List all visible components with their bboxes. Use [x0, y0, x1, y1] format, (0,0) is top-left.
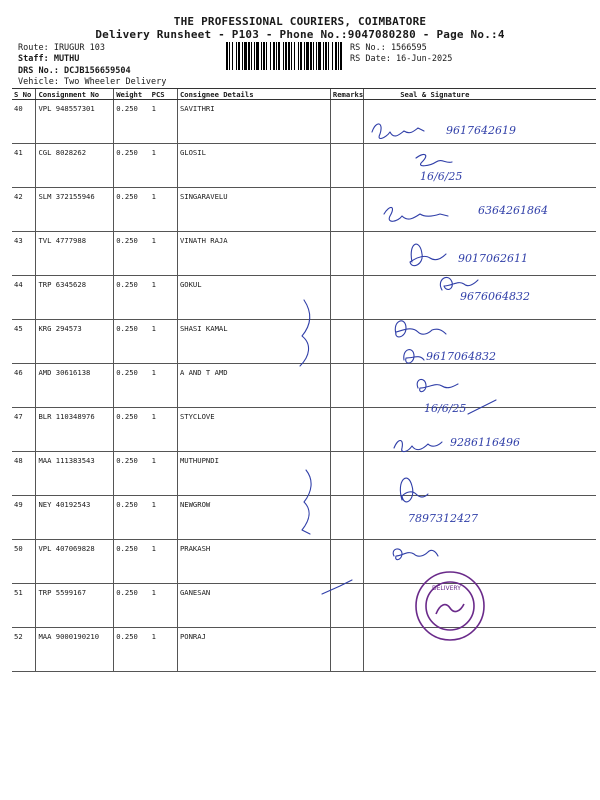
- weight-cell: 0.250: [114, 540, 150, 584]
- serial-number-cell: 49: [12, 496, 36, 540]
- consignment-number-cell: TVL 4777988: [36, 232, 114, 276]
- pieces-cell: 1: [150, 452, 178, 496]
- table-row: [12, 188, 596, 232]
- column-header: Weight: [114, 89, 150, 100]
- signature-cell: [364, 364, 596, 408]
- weight-cell: 0.250: [114, 320, 150, 364]
- signature-cell: [364, 144, 596, 188]
- table-row: [12, 452, 596, 496]
- signature-note: 9017062611: [458, 252, 528, 265]
- signature-cell: [364, 408, 596, 452]
- consignment-number-cell: TRP 5599167: [36, 584, 114, 628]
- remarks-cell: [330, 364, 363, 408]
- signature-cell: [364, 540, 596, 584]
- remarks-cell: [330, 584, 363, 628]
- weight-cell: 0.250: [114, 496, 150, 540]
- drs-number: DRS No.: DCJB156659504: [18, 66, 131, 76]
- consignment-number-cell: MAA 111383543: [36, 452, 114, 496]
- route-label: Route: IRUGUR 103: [18, 43, 105, 53]
- signature-note: 9286116496: [450, 436, 520, 449]
- remarks-cell: [330, 540, 363, 584]
- signature-note: 16/6/25: [424, 402, 467, 415]
- consignee-cell: PRAKASH: [177, 540, 330, 584]
- signature-cell: [364, 496, 596, 540]
- runsheet-subtitle: Delivery Runsheet - P103 - Phone No.:9047080280 - Page No.:4: [95, 28, 505, 41]
- signature-note: 6364261864: [478, 204, 548, 217]
- remarks-cell: [330, 408, 363, 452]
- serial-number-cell: 51: [12, 584, 36, 628]
- column-header: Consignment No: [36, 89, 114, 100]
- signature-note: 9676064832: [460, 290, 530, 303]
- staff-label: Staff: MUTHU: [18, 54, 80, 64]
- serial-number-cell: 40: [12, 100, 36, 144]
- column-header: Consignee Details: [177, 89, 330, 100]
- signature-note: 7897312427: [408, 512, 478, 525]
- table-row: [12, 540, 596, 584]
- remarks-cell: [330, 188, 363, 232]
- pieces-cell: 1: [150, 408, 178, 452]
- consignee-cell: MUTHUPNDI: [177, 452, 330, 496]
- weight-cell: 0.250: [114, 276, 150, 320]
- pieces-cell: 1: [150, 188, 178, 232]
- consignee-cell: NEWGROW: [177, 496, 330, 540]
- consignment-number-cell: TRP 6345628: [36, 276, 114, 320]
- company-title: THE PROFESSIONAL COURIERS, COIMBATORE: [173, 15, 427, 28]
- consignee-cell: SAVITHRI: [177, 100, 330, 144]
- consignment-number-cell: CGL 8028262: [36, 144, 114, 188]
- weight-cell: 0.250: [114, 188, 150, 232]
- consignee-cell: GANESAN: [177, 584, 330, 628]
- consignment-number-cell: BLR 110348976: [36, 408, 114, 452]
- pieces-cell: 1: [150, 100, 178, 144]
- table-row: [12, 232, 596, 276]
- consignment-number-cell: MAA 9000190210: [36, 628, 114, 672]
- pieces-cell: 1: [150, 364, 178, 408]
- serial-number-cell: 52: [12, 628, 36, 672]
- rs-date: RS Date: 16-Jun-2025: [350, 54, 453, 64]
- consignment-number-cell: AMD 30616138: [36, 364, 114, 408]
- remarks-cell: [330, 452, 363, 496]
- serial-number-cell: 46: [12, 364, 36, 408]
- remarks-cell: [330, 496, 363, 540]
- consignee-cell: STYCLOVE: [177, 408, 330, 452]
- consignment-number-cell: NEY 40192543: [36, 496, 114, 540]
- serial-number-cell: 48: [12, 452, 36, 496]
- table-row: [12, 408, 596, 452]
- weight-cell: 0.250: [114, 452, 150, 496]
- pieces-cell: 1: [150, 276, 178, 320]
- consignee-cell: SINGARAVELU: [177, 188, 330, 232]
- table-row: [12, 100, 596, 144]
- table-row: [12, 320, 596, 364]
- signature-cell: [364, 320, 596, 364]
- consignee-cell: SHASI KAMAL: [177, 320, 330, 364]
- rs-number: RS No.: 1566595: [350, 43, 427, 53]
- signature-cell: [364, 232, 596, 276]
- remarks-cell: [330, 144, 363, 188]
- table-row: [12, 496, 596, 540]
- table-row: [12, 584, 596, 628]
- remarks-cell: [330, 100, 363, 144]
- serial-number-cell: 47: [12, 408, 36, 452]
- serial-number-cell: 43: [12, 232, 36, 276]
- table-row: [12, 628, 596, 672]
- consignee-cell: VINATH RAJA: [177, 232, 330, 276]
- weight-cell: 0.250: [114, 232, 150, 276]
- signature-cell: [364, 100, 596, 144]
- consignee-cell: A AND T AMD: [177, 364, 330, 408]
- table-row: [12, 364, 596, 408]
- column-header: S No: [12, 89, 36, 100]
- pieces-cell: 1: [150, 320, 178, 364]
- column-header: Seal & Signature: [364, 89, 596, 100]
- consignee-cell: GOKUL: [177, 276, 330, 320]
- serial-number-cell: 41: [12, 144, 36, 188]
- signature-note: 16/6/25: [420, 170, 463, 183]
- consignment-number-cell: KRG 294573: [36, 320, 114, 364]
- consignee-cell: GLOSIL: [177, 144, 330, 188]
- consignment-number-cell: SLM 372155946: [36, 188, 114, 232]
- remarks-cell: [330, 276, 363, 320]
- consignment-number-cell: VPL 948557301: [36, 100, 114, 144]
- signature-note: 9617064832: [426, 350, 496, 363]
- weight-cell: 0.250: [114, 144, 150, 188]
- column-header: PCS: [150, 89, 178, 100]
- serial-number-cell: 42: [12, 188, 36, 232]
- signature-cell: [364, 452, 596, 496]
- serial-number-cell: 45: [12, 320, 36, 364]
- remarks-cell: [330, 232, 363, 276]
- remarks-cell: [330, 628, 363, 672]
- weight-cell: 0.250: [114, 584, 150, 628]
- signature-cell: [364, 188, 596, 232]
- consignment-number-cell: VPL 407069828: [36, 540, 114, 584]
- serial-number-cell: 44: [12, 276, 36, 320]
- serial-number-cell: 50: [12, 540, 36, 584]
- barcode-icon: [226, 42, 344, 70]
- runsheet-table: [12, 88, 596, 672]
- pieces-cell: 1: [150, 496, 178, 540]
- pieces-cell: 1: [150, 584, 178, 628]
- weight-cell: 0.250: [114, 364, 150, 408]
- signature-note: 9617642619: [446, 124, 516, 137]
- pieces-cell: 1: [150, 540, 178, 584]
- vehicle-label: Vehicle: Two Wheeler Delivery: [18, 77, 167, 87]
- pieces-cell: 1: [150, 628, 178, 672]
- remarks-cell: [330, 320, 363, 364]
- signature-cell: [364, 584, 596, 628]
- table-row: [12, 276, 596, 320]
- signature-cell: [364, 276, 596, 320]
- signature-cell: [364, 628, 596, 672]
- table-row: [12, 144, 596, 188]
- pieces-cell: 1: [150, 232, 178, 276]
- stamp-text: DELIVERY: [432, 585, 461, 592]
- weight-cell: 0.250: [114, 100, 150, 144]
- weight-cell: 0.250: [114, 628, 150, 672]
- table-header-row: [12, 89, 596, 100]
- pieces-cell: 1: [150, 144, 178, 188]
- consignee-cell: PONRAJ: [177, 628, 330, 672]
- column-header: Remarks: [330, 89, 363, 100]
- weight-cell: 0.250: [114, 408, 150, 452]
